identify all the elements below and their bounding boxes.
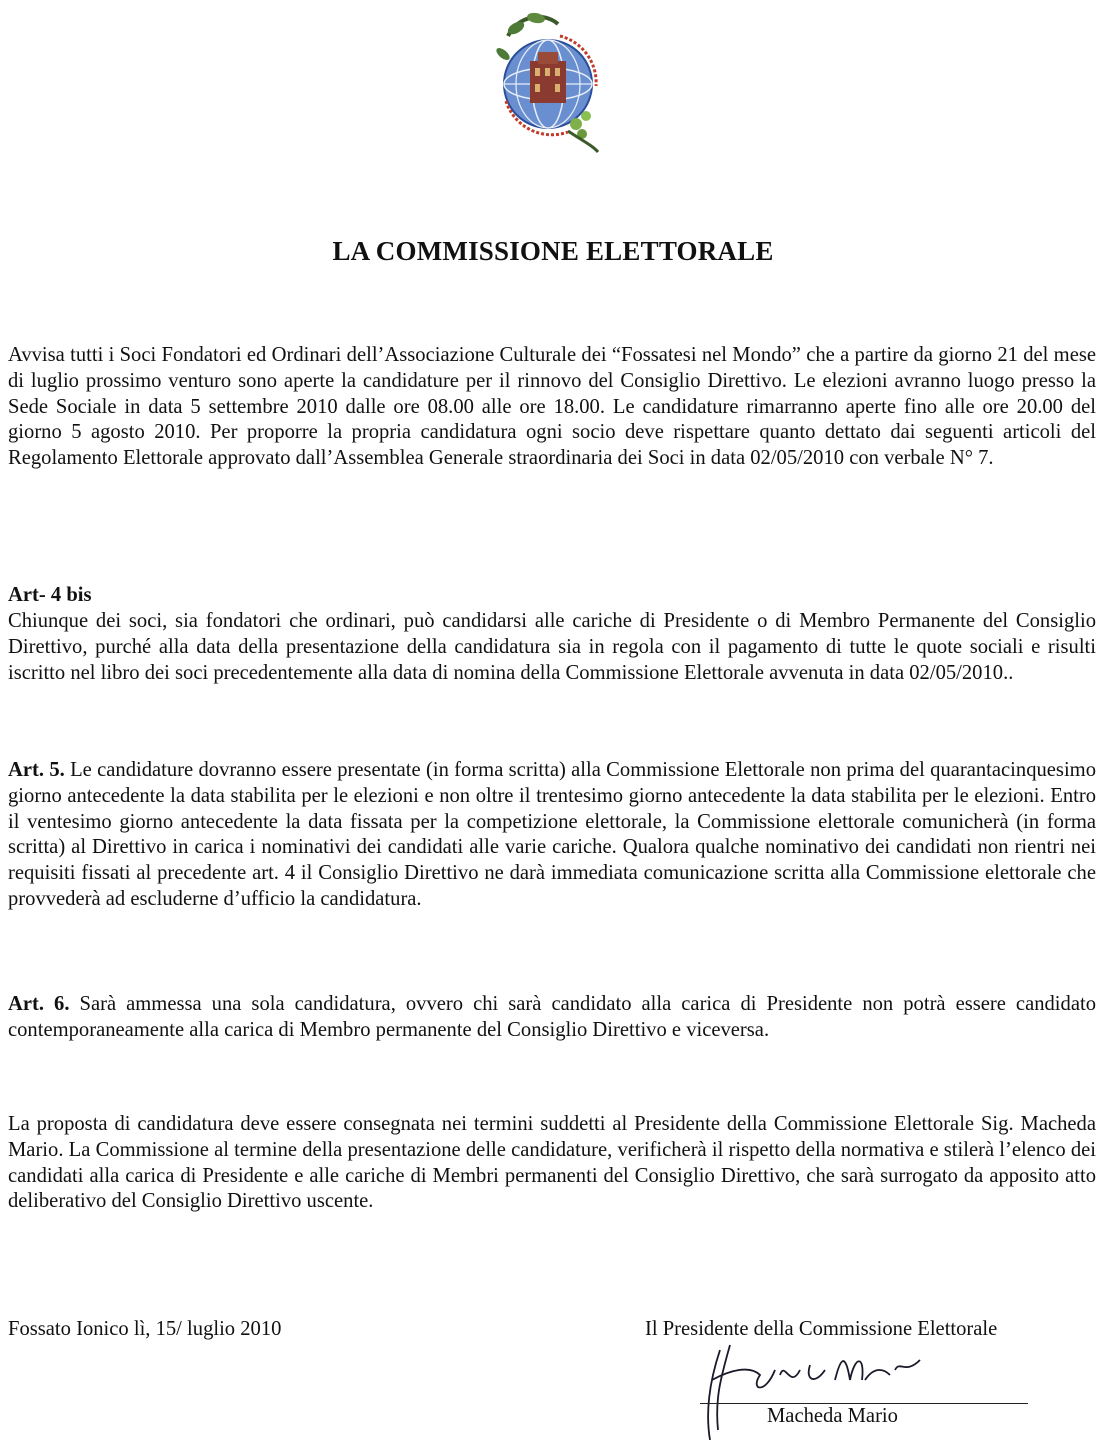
page-title: LA COMMISSIONE ELETTORALE	[332, 236, 774, 266]
article-5-text: Le candidature dovranno essere presentate (in forma scritta) alla Commissione Elettorale non prima del quarantacinquesimo giorno antecedente la data stabilita per le elezioni e non oltre il trentesimo giorno antecedente la data stabilita per le elezioni. Entro il ventesimo giorno antecedente la data fissata per la competizione elettorale, la Commissione elettorale comunicherà (in forma scritta) al Direttivo in carica i nominativi dei candidati alle varie cariche. Qualora qualche nominativo dei candidati non rientri nei requisiti fissati al precedente art. 4 il Consiglio Direttivo ne darà immediata comunicazione scritta alla Commissione elettorale che provvederà ad escluderne d’ufficio la candidatura.	[8, 759, 1096, 910]
article-6-heading: Art. 6.	[8, 993, 70, 1015]
intro-paragraph: Avvisa tutti i Soci Fondatori ed Ordinari dell’Associazione Culturale dei “Fossatesi nel Mondo” che a partire da giorno 21 del mese di luglio prossimo venturo sono aperte la candidature per il rinnovo del Consiglio Direttivo. Le elezioni avranno luogo presso la Sede Sociale in data 5 settembre 2010 dalle ore 08.00 alle ore 18.00. Le candidature rimarranno aperte fino alle ore 20.00 del giorno 5 agosto 2010. Per proporre la propria candidatura ogni socio deve rispettare quanto dettato dai seguenti articoli del Regolamento Elettorale approvato dall’Assemblea Generale straordinaria dei Soci in data 02/05/2010 con verbale N° 7.	[8, 344, 1096, 470]
signatory-role: Il Presidente della Commissione Elettorale	[645, 1318, 998, 1340]
globe-logo-icon	[488, 6, 608, 154]
place-date: Fossato Ionico lì, 15/ luglio 2010	[8, 1318, 282, 1340]
article-6-text: Sarà ammessa una sola candidatura, ovvero chi sarà candidato alla carica di Presidente non potrà essere candidato contemporaneamente alla carica di Membro permanente del Consiglio Direttivo e viceversa.	[8, 993, 1096, 1041]
article-5-heading: Art. 5.	[8, 759, 65, 781]
closing-paragraph: La proposta di candidatura deve essere consegnata nei termini suddetti al Presidente della Commissione Elettorale Sig. Macheda Mario. La Commissione al termine della presentazione delle candidature, verificherà il rispetto della normativa e stilerà l’elenco dei candidati alla carica di Presidente e alle cariche di Membri permanenti del Consiglio Direttivo, che sarà surrogato da apposito atto deliberativo del Consiglio Direttivo uscente.	[8, 1113, 1096, 1213]
article-6	[8, 992, 1096, 1044]
association-logo	[488, 6, 608, 154]
handwritten-signature-icon	[690, 1340, 970, 1450]
article-5	[8, 758, 1096, 913]
signature-line	[700, 1403, 1028, 1404]
signatory-name: Macheda Mario	[767, 1405, 898, 1427]
article-4bis-heading: Art- 4 bis	[8, 584, 92, 606]
article-4bis-text: Chiunque dei soci, sia fondatori che ordinari, può candidarsi alle cariche di Presidente o di Membro Permanente del Consiglio Direttivo, purché alla data della presentazione della candidatura sia in regola con il pagamento di tutte le quote sociali e risulti iscritto nel libro dei soci precedentemente alla data di nomina della Commissione Elettorale avvenuta in data 02/05/2010..	[8, 610, 1096, 684]
